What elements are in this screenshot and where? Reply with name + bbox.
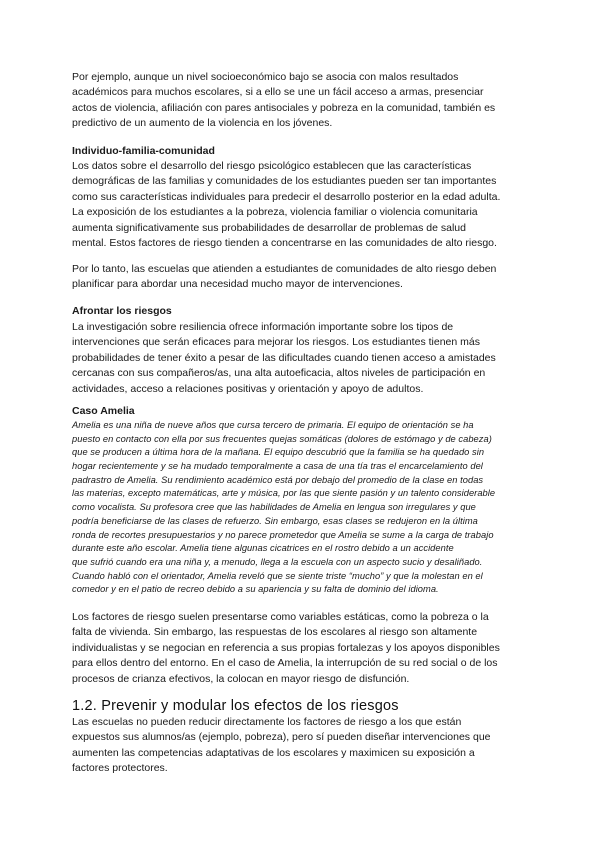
text-line: académicos para muchos escolares, si a ello se une un fácil acceso a armas, presenciar xyxy=(72,86,484,99)
text-line: La exposición de los estudiantes a la pobreza, violencia familiar o violencia comunitaria xyxy=(72,206,478,219)
text-line: cercanas con sus compañeros/as, una alta autoeficacia, altos niveles de participación en xyxy=(72,367,486,380)
text-line: individualistas y se negocian en referencia a sus propias fortalezas y los apoyos disponibles xyxy=(72,641,500,654)
factores-paragraph xyxy=(72,610,542,687)
text-line: actos de violencia, afiliación con pares antisociales y pobreza en la comunidad, también es xyxy=(72,101,496,114)
text-line: procesos de crianza efectivos, la colocan en mayor riesgo de disfunción. xyxy=(72,672,410,685)
individuo-paragraph xyxy=(72,159,542,251)
section-heading-1-2: 1.2. Prevenir y modular los efectos de los riesgos xyxy=(72,698,399,714)
section-heading-afrontar-los-riesgos: Afrontar los riesgos xyxy=(72,305,172,317)
afrontar-paragraph xyxy=(72,320,542,397)
text-line: que sufrió cuando era una niña y, a menudo, llega a la escuela con un aspecto sucio y desaliñado. xyxy=(72,556,483,567)
text-line: ronda de recortes presupuestarios y no parece prometedor que Amelia se sume a la carga de trabajo xyxy=(72,529,494,540)
text-line: Los factores de riesgo suelen presentarse como variables estáticas, como la pobreza o la xyxy=(72,611,489,623)
section-heading-individuo-familia-comunidad: Individuo-familia-comunidad xyxy=(72,145,215,157)
text-line: puesto en contacto con ella por sus frecuentes quejas somáticas (dolores de estómago y de cabeza) xyxy=(72,433,492,444)
text-line: demográficas de las familias y comunidades de los estudiantes pueden ser tan importantes xyxy=(72,175,497,188)
text-line: podría beneficiarse de las clases de refuerzo. Sin embargo, esas clases se redujeron en la última xyxy=(72,515,478,526)
text-line: falta de vivienda. Sin embargo, las respuestas de los escolares al riesgo son altamente xyxy=(72,626,478,639)
text-line: para ellos dentro del entorno. En el caso de Amelia, la interrupción de su red social o de los xyxy=(72,657,498,670)
text-line: mental. Estos factores de riesgo tienden a concentrarse en las comunidades de alto riesgo. xyxy=(72,236,497,249)
text-line: Las escuelas no pueden reducir directamente los factores de riesgo a los que están xyxy=(72,716,462,728)
text-line: predictivo de un aumento de la violencia en los jóvenes. xyxy=(72,117,333,130)
por-lo-tanto-paragraph xyxy=(72,262,542,293)
text-line: Cuando habló con el orientador, Amelia reveló que se siente triste “mucho” y que la molestan en el xyxy=(72,570,483,581)
text-line: Por lo tanto, las escuelas que atienden a estudiantes de comunidades de alto riesgo deben xyxy=(72,263,497,275)
text-line: que se producen a última hora de la mañana. El equipo descubrió que la familia se ha quedado sin xyxy=(72,447,485,458)
section-heading-caso-amelia: Caso Amelia xyxy=(72,405,135,417)
text-line: planificar para abordar una necesidad mucho mayor de intervenciones. xyxy=(72,278,403,291)
text-line: Por ejemplo, aunque un nivel socioeconómico bajo se asocia con malos resultados xyxy=(72,71,459,83)
intro-paragraph xyxy=(72,70,542,132)
text-line: aumenta significativamente sus probabilidades de desarrollar de problemas de salud xyxy=(72,221,466,234)
text-line: intervenciones que serán eficaces para mejorar los riesgos. Los estudiantes tienen más xyxy=(72,336,480,349)
text-line: expuestos sus alumnos/as (ejemplo, pobreza), pero sí pueden diseñar intervenciones que xyxy=(72,731,491,744)
text-line: aumenten las competencias adaptativas de los escolares y maximicen su exposición a xyxy=(72,746,475,759)
text-line: padrastro de Amelia. Su rendimiento académico está por debajo del promedio de la clase en todas xyxy=(72,474,484,485)
section-1-2-paragraph xyxy=(72,715,542,777)
text-line: Amelia es una niña de nueve años que cursa tercero de primaria. El equipo de orientación se ha xyxy=(72,420,474,430)
text-line: La investigación sobre resiliencia ofrece información importante sobre los tipos de xyxy=(72,321,454,333)
text-line: las materias, excepto matemáticas, arte y música, por las que siente pasión y un talento considerable xyxy=(72,488,496,499)
text-line: como sus características individuales para predecir el desarrollo posterior en la edad adulta. xyxy=(72,190,501,203)
text-line: como vocalista. Su profesora cree que las habilidades de Amelia en lengua son irregulares y que xyxy=(72,502,476,513)
text-line: Los datos sobre el desarrollo del riesgo psicológico establecen que las características xyxy=(72,160,472,172)
text-line: actividades, acceso a relaciones positivas y orientación y apoyo de adultos. xyxy=(72,382,424,395)
caso-amelia-case-text xyxy=(72,419,542,597)
text-line: probabilidades de tener éxito a pesar de las dificultades cuando tienen acceso a amistades xyxy=(72,351,496,364)
text-line: hogar recientemente y se ha mudado temporalmente a casa de una tía tras el encarcelamiento del xyxy=(72,461,483,472)
text-line: comedor y en el patio de recreo debido a su apariencia y su falta de dominio del idioma. xyxy=(72,584,439,595)
text-line: durante este año escolar. Amelia tiene algunas cicatrices en el rostro debido a un accidente xyxy=(72,543,454,554)
text-line: factores protectores. xyxy=(72,762,168,775)
